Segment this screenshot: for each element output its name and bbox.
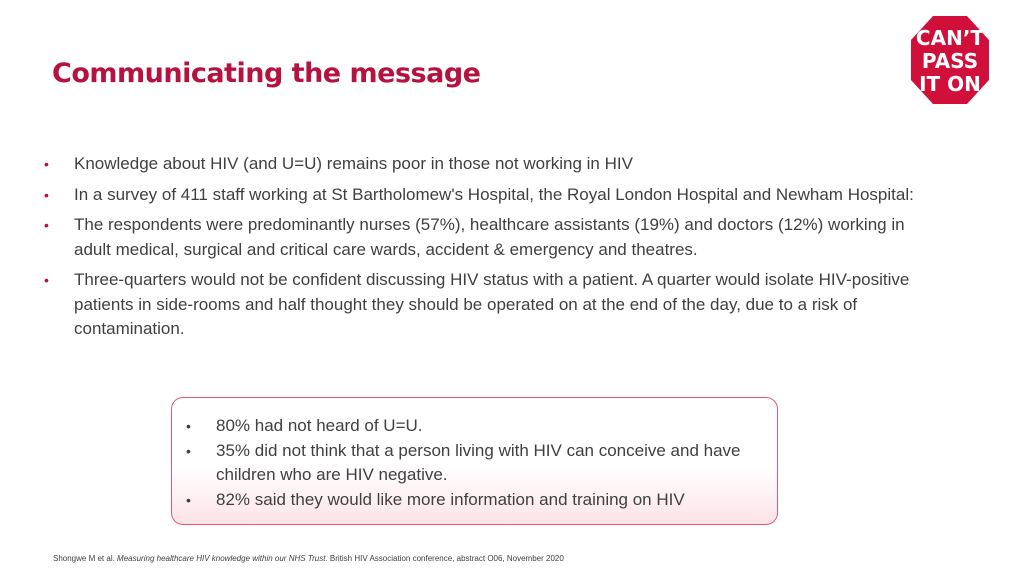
bullet-item — [44, 213, 944, 262]
callout-list — [186, 414, 756, 512]
callout-item — [186, 488, 756, 513]
citation-footnote — [53, 554, 564, 563]
callout-text: 82% said they would like more information and training on HIV — [216, 489, 685, 509]
survey-findings-callout — [171, 397, 778, 525]
citation-title: Measuring healthcare HIV knowledge within our NHS Trust. — [117, 554, 328, 563]
bullet-item — [44, 268, 944, 342]
bullet-icon: • — [44, 272, 49, 288]
main-bullet-list — [44, 152, 944, 348]
cant-pass-it-on-logo — [911, 16, 989, 104]
citation-source: British HIV Association conference, abstract O06, November 2020 — [329, 554, 564, 563]
bullet-icon: • — [186, 418, 191, 434]
bullet-text: In a survey of 411 staff working at St Bartholomew's Hospital, the Royal London Hospital and Newham Hospital: — [74, 184, 914, 204]
bullet-icon: • — [186, 491, 191, 508]
logo-octagon-icon — [911, 16, 989, 104]
callout-text: 80% had not heard of U=U. — [216, 416, 423, 435]
callout-item — [186, 439, 756, 488]
bullet-text: Knowledge about HIV (and U=U) remains poor in those not working in HIV — [74, 154, 633, 173]
callout-text: 35% did not think that a person living with HIV can conceive and have children who are HIV negative. — [216, 440, 741, 484]
bullet-icon: • — [44, 186, 49, 203]
bullet-icon: • — [186, 442, 191, 459]
bullet-item — [44, 152, 944, 177]
logo-line-2: PASS — [921, 49, 979, 73]
bullet-text: Three-quarters would not be confident discussing HIV status with a patient. A quarter would isolate HIV-positive patients in side-rooms and half thought they should be operated on at the end of the day, due to a risk of contamination. — [74, 270, 910, 338]
citation-authors: Shongwe M et al. — [53, 554, 115, 563]
page-title: Communicating the message — [52, 58, 481, 89]
bullet-icon: • — [44, 217, 49, 233]
callout-item — [186, 414, 756, 439]
logo-line-3: IT ON — [919, 72, 981, 96]
logo-line-1: CAN’T — [915, 26, 985, 50]
bullet-icon: • — [44, 156, 49, 172]
bullet-item — [44, 183, 944, 208]
bullet-text: The respondents were predominantly nurses (57%), healthcare assistants (19%) and doctors (12%) working in adult medical, surgical and critical care wards, accident & emergency and theatres. — [74, 215, 905, 259]
